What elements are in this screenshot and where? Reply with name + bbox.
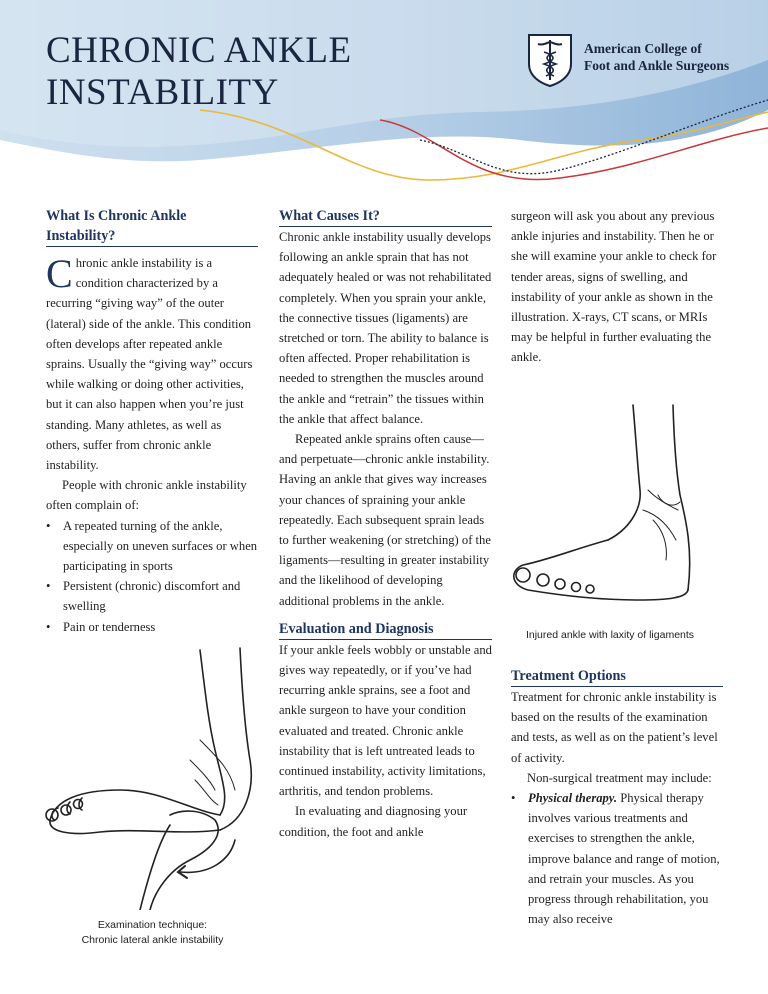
list-item: • Persistent (chronic) discomfort and swelling xyxy=(46,576,258,616)
injured-ankle-illustration xyxy=(508,400,718,618)
physical-therapy-text: Physical therapy involves various treatments and exercises to strengthen the ankle, improve balance and range of motion, and retrain your muscles. As you progress through rehabilitation, you may also receive xyxy=(528,791,720,927)
drop-cap: C xyxy=(46,251,73,296)
paragraph-evaluation: If your ankle feels wobbly or unstable and gives way repeatedly, or if you’ve had recurring ankle sprains, see a foot and ankle surgeon to have your condition evaluated and treated. Chronic ankle instability that is left untreated leads to continued instability, activity limitations, arthritis, and tendon problems. xyxy=(279,642,492,799)
caption-exam-line-1: Examination technique: xyxy=(97,919,208,931)
paragraph-exam: surgeon will ask you about any previous ankle injuries and instability. Then he or she will examine your ankle to check for tender areas, signs of swelling, and instability of your ankle as shown in the illustration. X-rays, CT scans, or MRIs may be helpful in further evaluating the ankle. xyxy=(511,209,717,365)
caption-injured-ankle: Injured ankle with laxity of ligaments xyxy=(525,629,695,641)
paragraph-treatment: Treatment for chronic ankle instability is based on the results of the examination and tests, as well as on the patient’s level of activity. xyxy=(511,690,718,765)
treatment-list xyxy=(511,788,723,929)
symptom-list xyxy=(46,516,258,637)
column-1 xyxy=(46,206,258,637)
definition-text: hronic ankle instability is a condition characterized by a recurring “giving way” of the outer (lateral) side of the ankle. This condition often develops after repeated ankle sprains. Usually the “giving way” occurs while walking or doing other activities, but it can also happen when you’re just standing. Many athletes, as well as others, suffer from chronic ankle instability. xyxy=(46,256,253,473)
page-title xyxy=(46,30,352,114)
exam-technique-illustration xyxy=(40,640,265,910)
paragraph-causes: Chronic ankle instability usually develops following an ankle sprain that has not adequately healed or was not rehabilitated completely. When you sprain your ankle, the connective tissues (ligaments) are stretched or torn. The ability to balance is often affected. Proper rehabilitation is needed to strengthen the muscles around the ankle and “retrain” the tissues within the ankle that affect balance. xyxy=(279,230,492,426)
paragraph-definition xyxy=(46,253,258,475)
heading-treatment: Treatment Options xyxy=(511,666,723,687)
list-item: • Pain or tenderness xyxy=(46,617,258,637)
org-line-1: American College of xyxy=(584,41,702,56)
caption-exam-line-2: Chronic lateral ankle instability xyxy=(81,934,224,946)
list-item xyxy=(511,788,723,929)
heading-evaluation: Evaluation and Diagnosis xyxy=(279,619,492,640)
paragraph-complaints: People with chronic ankle instability often complain of: xyxy=(46,478,247,513)
title-line-2: INSTABILITY xyxy=(46,72,279,113)
heading-what-is: What Is Chronic Ankle Instability? xyxy=(46,206,258,247)
title-line-1: CHRONIC ANKLE xyxy=(46,30,352,71)
column-3-top xyxy=(511,206,723,368)
list-item: • A repeated turning of the ankle, especially on uneven surfaces or when participating in sports xyxy=(46,516,258,577)
physical-therapy-label: Physical therapy. xyxy=(528,791,618,806)
column-3-bottom xyxy=(511,666,723,929)
column-2 xyxy=(279,206,492,842)
caption-exam xyxy=(60,918,245,948)
paragraph-non-surgical: Non-surgical treatment may include: xyxy=(527,770,712,785)
paragraph-diagnosing: In evaluating and diagnosing your condition, the foot and ankle xyxy=(279,804,468,839)
paragraph-repeated-sprains: Repeated ankle sprains often cause—and perpetuate—chronic ankle instability. Having an ankle that gives way increases your chances of spraining your ankle repeatedly. Each subsequent sprain leads to further weakening (or stretching) of the ligaments—resulting in greater instability and the likelihood of developing additional problems in the ankle. xyxy=(279,432,491,608)
caduceus-shield-icon xyxy=(526,32,574,88)
heading-causes: What Causes It? xyxy=(279,206,492,227)
org-line-2: Foot and Ankle Surgeons xyxy=(584,58,730,73)
organization-name xyxy=(584,40,729,74)
